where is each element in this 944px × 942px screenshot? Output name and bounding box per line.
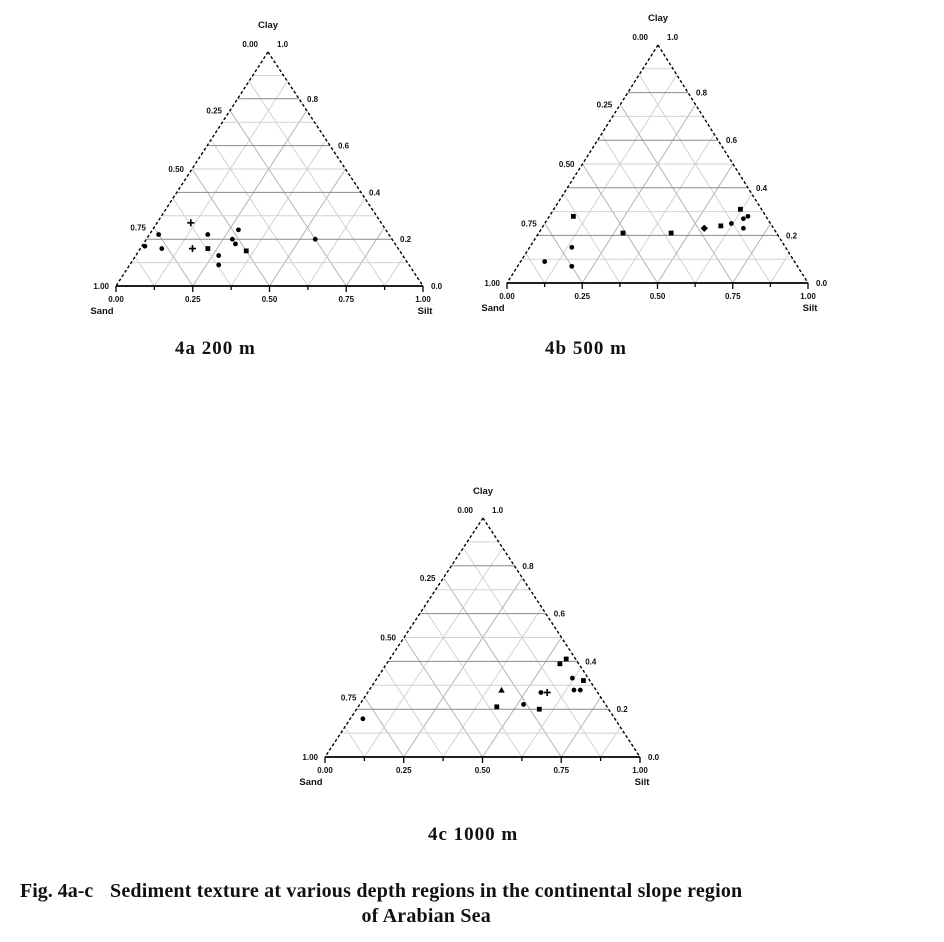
right-axis-tick-label: 0.8 [696, 88, 708, 98]
bottom-axis-tick-label: 0.75 [553, 766, 570, 775]
corner-label-silt: Silt [802, 303, 818, 314]
data-point-dot [313, 237, 318, 242]
left-axis-tick-label: 0.00 [632, 33, 648, 42]
right-axis-tick-label: 0.0 [648, 753, 660, 762]
bottom-axis-tick-label: 0.00 [108, 295, 124, 304]
ternary-plot-4a [90, 20, 442, 317]
left-axis-tick-label: 1.00 [302, 753, 318, 762]
triangle-edges [325, 518, 640, 763]
figure-caption-text [110, 879, 742, 929]
left-axis-tick-label: 1.00 [93, 282, 109, 291]
left-axis-tick-label: 0.75 [521, 219, 537, 229]
figure-caption-line1: Sediment texture at various depth regions in the continental slope region [110, 880, 743, 902]
left-axis-tick-label: 0.25 [419, 573, 436, 583]
data-point-square [205, 246, 210, 251]
corner-label-sand: Sand [299, 777, 323, 788]
data-point-square [564, 657, 569, 662]
right-axis-tick-label: 0.2 [400, 235, 412, 245]
bottom-axis-tick-label: 0.75 [724, 292, 741, 301]
ternary-plot-4c [299, 486, 659, 788]
corner-label-sand: Sand [90, 306, 114, 317]
left-axis-tick-label: 1.00 [484, 279, 500, 288]
data-point-dot [216, 253, 221, 258]
right-axis-tick-label: 0.0 [431, 282, 443, 291]
data-point-square [621, 231, 626, 236]
data-point-square [537, 707, 542, 712]
bottom-axis-tick-label: 0.25 [184, 295, 201, 304]
bottom-axis-tick-label: 0.25 [395, 766, 412, 775]
data-point-dot [205, 232, 210, 237]
bottom-axis-tick-label: 0.00 [317, 766, 333, 775]
right-axis-tick-label: 1.0 [667, 33, 679, 42]
data-point-dot [360, 716, 365, 721]
grid-line [345, 727, 365, 757]
data-point-square [494, 704, 499, 709]
bottom-axis-tick-label: 0.50 [474, 766, 491, 775]
data-point-square [571, 214, 576, 219]
grid-line [173, 198, 231, 286]
grid-line [231, 140, 326, 286]
data-point-dot [569, 264, 574, 269]
grid-line [639, 75, 770, 283]
data-point-dot [159, 246, 164, 251]
data-point-dot [578, 688, 583, 693]
data-point-dot [233, 241, 238, 246]
triangle-edges [116, 52, 423, 292]
figure-caption-label: Fig. 4a-c [20, 880, 94, 902]
left-axis-tick-label: 0.50 [168, 165, 184, 174]
data-point-dot [521, 702, 526, 707]
grid-line [424, 608, 522, 757]
data-point-dot [236, 227, 241, 232]
grid-line [620, 134, 714, 283]
data-point-dot [539, 690, 544, 695]
corner-label-clay: Clay [647, 13, 669, 24]
grid-line [695, 194, 752, 283]
data-point-dot [746, 214, 751, 219]
right-axis-tick-label: 0.8 [307, 94, 319, 104]
data-point-dot [729, 221, 734, 226]
left-axis-tick-label: 0.25 [206, 106, 222, 116]
bottom-axis-tick-label: 0.25 [574, 292, 591, 301]
data-point-dot [741, 226, 746, 231]
grid-line [211, 140, 308, 286]
right-axis-tick-label: 0.4 [756, 183, 768, 193]
data-point-triangle [498, 687, 504, 693]
data-point-square [738, 207, 743, 212]
subcaption-4a: 4a 200 m [175, 338, 256, 359]
corner-label-silt: Silt [417, 306, 433, 317]
data-point-dot [542, 259, 547, 264]
data-point-square [669, 231, 674, 236]
corner-label-sand: Sand [481, 303, 505, 314]
left-axis-tick-label: 0.75 [340, 693, 357, 703]
data-point-dot [143, 244, 148, 249]
subcaption-4b: 4b 500 m [545, 338, 627, 359]
left-axis-tick-label: 0.25 [596, 100, 613, 110]
corner-label-silt: Silt [634, 777, 650, 788]
right-axis-tick-label: 0.6 [726, 136, 738, 146]
grid-line [522, 667, 581, 757]
grid-line [384, 667, 443, 757]
left-axis-tick-label: 0.00 [242, 40, 258, 49]
grid-line [601, 134, 695, 283]
grid-line [385, 257, 404, 286]
data-point-dot [741, 216, 746, 221]
bottom-axis-tick-label: 0.50 [261, 295, 278, 304]
right-axis-tick-label: 1.0 [492, 506, 504, 515]
grid-lines [131, 75, 407, 286]
right-axis-tick-label: 0.4 [585, 657, 597, 667]
data-point-diamond [701, 225, 708, 232]
data-point-dot [570, 676, 575, 681]
left-axis-tick-label: 0.50 [380, 633, 396, 643]
figure-caption [20, 879, 924, 929]
grid-line [135, 257, 154, 286]
data-point-dot [572, 688, 577, 693]
right-axis-tick-label: 0.2 [616, 705, 628, 715]
bottom-axis-tick-label: 0.50 [649, 292, 666, 301]
ternary-plot-4b [481, 13, 827, 314]
grid-line [308, 198, 365, 286]
grid-line [463, 548, 600, 757]
right-axis-tick-label: 0.8 [522, 561, 534, 571]
right-axis-tick-label: 0.6 [338, 141, 350, 151]
left-axis-tick-label: 0.50 [558, 160, 575, 169]
subcaption-4c: 4c 1000 m [428, 824, 519, 845]
right-axis-tick-label: 1.0 [277, 40, 289, 49]
grid-line [564, 194, 620, 283]
grid-lines [341, 542, 625, 757]
figure-caption-line2: of Arabian Sea [361, 905, 491, 927]
right-axis-tick-label: 0.2 [786, 231, 798, 241]
grid-line [443, 608, 542, 757]
data-point-square [718, 223, 723, 228]
data-point-dot [230, 237, 235, 242]
data-point-square [557, 661, 562, 666]
corner-label-clay: Clay [257, 20, 279, 31]
triangle-edges [507, 45, 808, 289]
data-point-dot [216, 263, 221, 268]
right-axis-tick-label: 0.4 [369, 188, 381, 198]
bottom-axis-tick-label: 1.00 [415, 295, 431, 304]
bottom-axis-tick-label: 0.00 [499, 292, 515, 301]
bottom-axis-tick-label: 1.00 [800, 292, 816, 301]
grid-line [770, 253, 789, 283]
corner-label-clay: Clay [472, 486, 494, 497]
grid-line [249, 81, 385, 286]
left-axis-tick-label: 0.75 [130, 223, 146, 233]
left-axis-tick-label: 0.00 [457, 506, 473, 515]
grid-line [526, 253, 545, 283]
grid-lines [522, 69, 793, 283]
bottom-axis-tick-label: 0.75 [338, 295, 355, 304]
right-axis-tick-label: 0.0 [816, 279, 828, 288]
bottom-axis-tick-label: 1.00 [632, 766, 648, 775]
data-point-dot [569, 245, 574, 250]
data-point-square [581, 678, 586, 683]
grid-line [601, 727, 621, 757]
data-point-dot [156, 232, 161, 237]
data-point-square [244, 249, 249, 254]
right-axis-tick-label: 0.6 [553, 609, 565, 619]
